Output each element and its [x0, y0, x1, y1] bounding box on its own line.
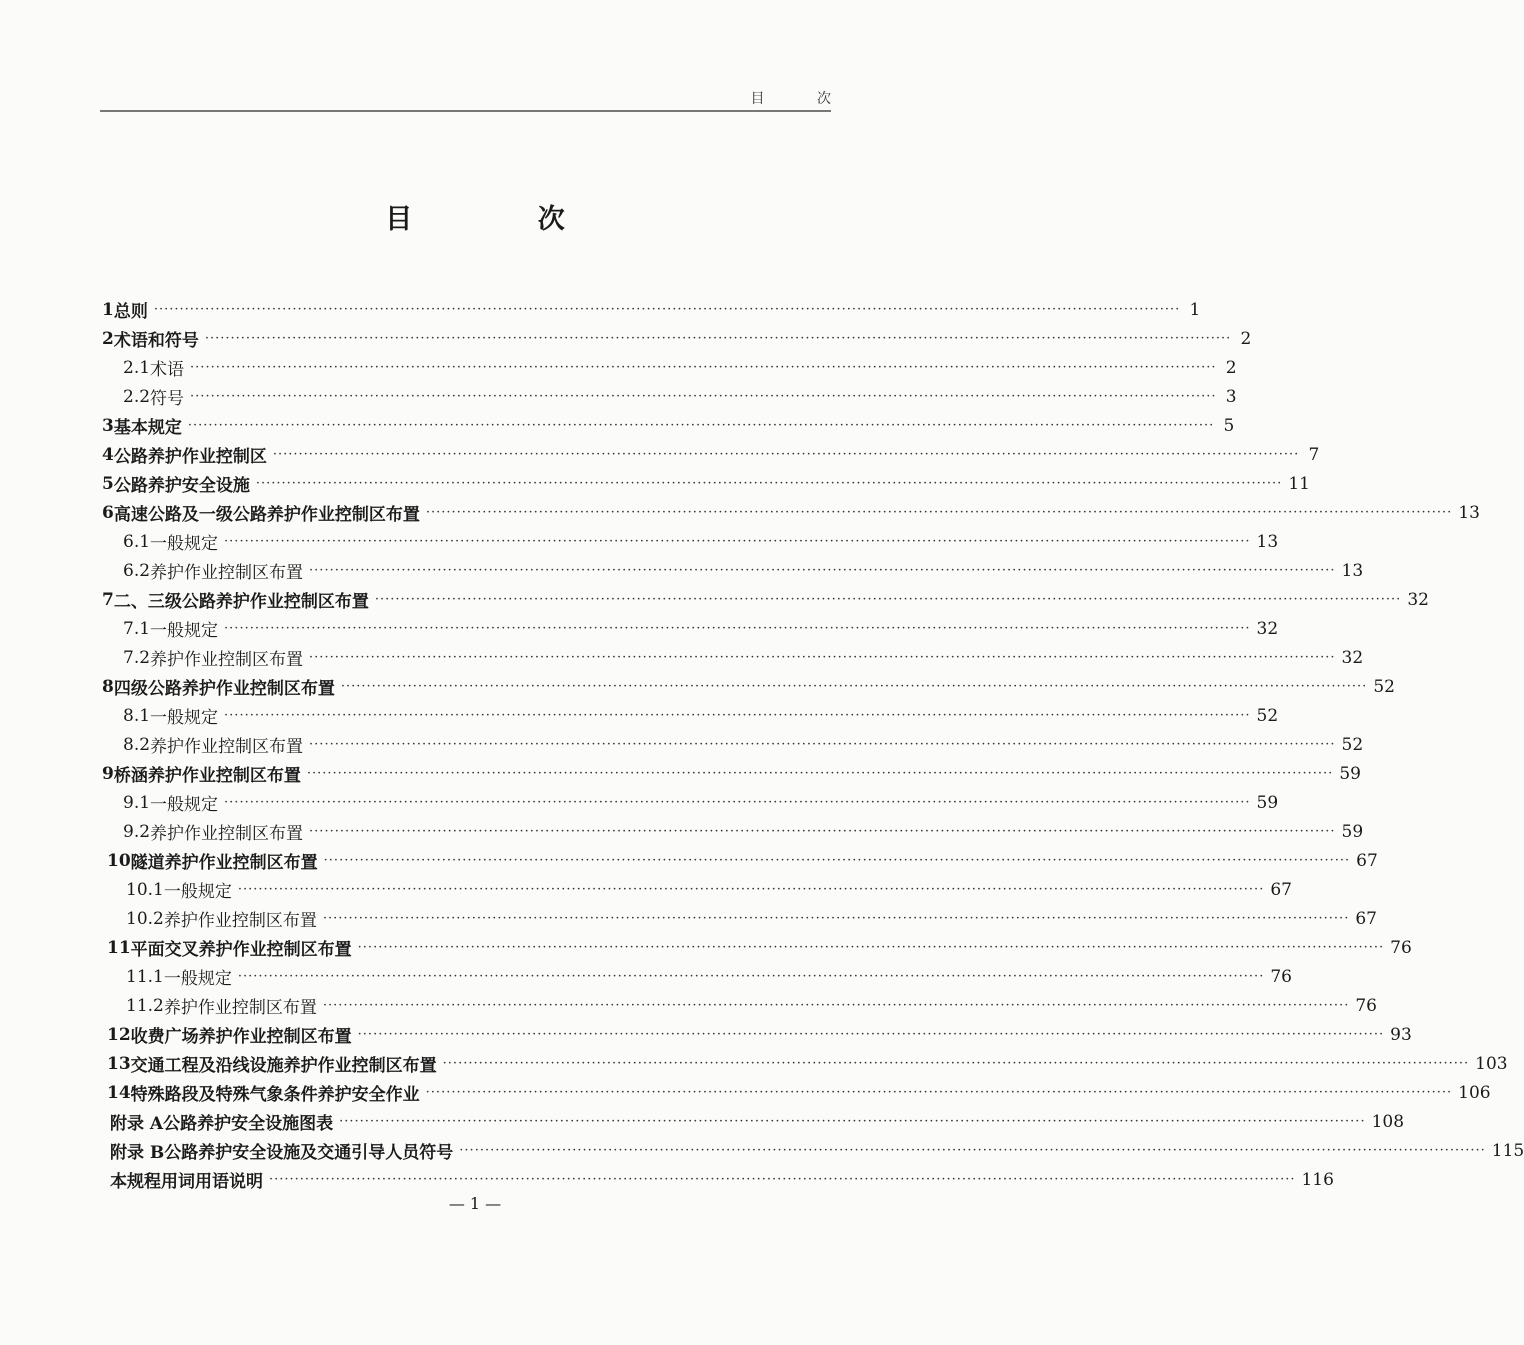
toc-leader-dots: ········································································································································································································ [322, 998, 1350, 1013]
toc-entry-title: 公路养护安全设施图表 [163, 1114, 334, 1134]
toc-entry-page: 76 [1270, 966, 1292, 987]
toc-entry-title: 交通工程及沿线设施养护作业控制区布置 [130, 1056, 437, 1076]
toc-chapter-entry[interactable] [110, 1107, 1405, 1136]
toc-entry-title: 一般规定 [163, 882, 232, 902]
toc-entry-number: 11 [107, 937, 131, 958]
toc-section-entry[interactable] [126, 875, 1292, 904]
toc-entry-title: 四级公路养护作业控制区布置 [113, 679, 335, 699]
toc-entry-title: 一般规定 [163, 969, 232, 989]
toc-chapter-entry[interactable] [102, 469, 1310, 498]
toc-entry-number: 14 [107, 1082, 131, 1103]
toc-chapter-entry[interactable] [107, 1078, 1491, 1107]
toc-entry-number: 11.2 [126, 995, 164, 1016]
toc-section-entry[interactable] [123, 527, 1279, 556]
toc-section-entry[interactable] [123, 701, 1279, 730]
toc-entry-page: 59 [1339, 763, 1361, 784]
toc-entry-title: 桥涵养护作业控制区布置 [113, 766, 301, 786]
toc-entry-number: 8.1 [123, 705, 151, 726]
toc-entry-number: 9.2 [123, 821, 151, 842]
toc-entry-page: 5 [1223, 415, 1235, 436]
toc-entry-page: 32 [1407, 589, 1429, 610]
toc-entry-title: 养护作业控制区布置 [150, 563, 304, 583]
toc-section-entry[interactable] [123, 353, 1237, 382]
toc-entry-number: 6.1 [123, 531, 151, 552]
toc-entry-number: 9.1 [123, 792, 151, 813]
toc-section-entry[interactable] [123, 730, 1364, 759]
toc-entry-number: 附录 A [110, 1114, 164, 1134]
toc-entry-number: 8 [102, 676, 114, 697]
toc-leader-dots: ········································································································································································································ [153, 302, 1181, 317]
toc-leader-dots: ········································································································································································································ [237, 969, 1265, 984]
toc-entry-page: 67 [1355, 908, 1377, 929]
toc-leader-dots: ········································································································································································································ [459, 1143, 1486, 1158]
toc-entry-number: 2 [102, 328, 114, 349]
toc-entry-title: 总则 [113, 302, 148, 322]
toc-section-entry[interactable] [123, 556, 1364, 585]
toc-entry-page: 52 [1373, 676, 1395, 697]
toc-entry-number: 2.1 [123, 357, 151, 378]
toc-entry-title: 术语 [150, 360, 185, 380]
toc-section-entry[interactable] [123, 614, 1279, 643]
toc-chapter-entry[interactable] [110, 1136, 1524, 1165]
toc-leader-dots: ········································································································································································································ [224, 708, 1251, 723]
toc-entry-page: 13 [1256, 531, 1279, 552]
toc-entry-title: 平面交叉养护作业控制区布置 [130, 940, 352, 960]
toc-entry-number: 4 [102, 444, 114, 465]
toc-entry-page: 59 [1256, 792, 1279, 813]
toc-entry-page: 116 [1301, 1169, 1334, 1190]
toc-entry-title: 高速公路及一级公路养护作业控制区布置 [113, 505, 420, 525]
toc-leader-dots: ········································································································································································································ [374, 592, 1402, 607]
toc-leader-dots: ········································································································································································································ [309, 650, 1336, 665]
toc-entry-title: 术语和符号 [113, 331, 199, 351]
toc-leader-dots: ········································································································································································································ [224, 621, 1251, 636]
toc-section-entry[interactable] [126, 904, 1377, 933]
toc-entry-page: 32 [1341, 647, 1364, 668]
toc-leader-dots: ········································································································································································································ [309, 824, 1336, 839]
toc-leader-dots: ········································································································································································································ [204, 331, 1232, 346]
toc-section-entry[interactable] [126, 962, 1292, 991]
toc-leader-dots: ········································································································································································································ [339, 1114, 1366, 1129]
toc-entry-title: 一般规定 [150, 621, 219, 641]
toc-entry-title: 收费广场养护作业控制区布置 [130, 1027, 352, 1047]
toc-entry-number: 5 [102, 473, 114, 494]
toc-entry-number: 10.2 [126, 908, 164, 929]
toc-entry-page: 93 [1390, 1024, 1412, 1045]
toc-leader-dots: ········································································································································································································ [323, 853, 1351, 868]
toc-entry-page: 2 [1240, 328, 1252, 349]
toc-entry-page: 76 [1355, 995, 1377, 1016]
toc-chapter-entry[interactable] [102, 585, 1429, 614]
toc-entry-title: 特殊路段及特殊气象条件养护安全作业 [130, 1085, 420, 1105]
toc-entry-title: 养护作业控制区布置 [163, 911, 317, 931]
toc-section-entry[interactable] [123, 817, 1364, 846]
toc-leader-dots: ········································································································································································································ [425, 1085, 1453, 1100]
toc-entry-title: 公路养护安全设施 [113, 476, 250, 496]
toc-entry-page: 103 [1475, 1053, 1508, 1074]
toc-entry-number: 2.2 [123, 386, 151, 407]
toc-entry-page: 52 [1341, 734, 1364, 755]
toc-chapter-entry[interactable] [107, 933, 1412, 962]
toc-entry-number: 8.2 [123, 734, 151, 755]
toc-section-entry[interactable] [123, 382, 1237, 411]
toc-entry-title: 二、三级公路养护作业控制区布置 [113, 592, 369, 612]
toc-entry-page: 7 [1308, 444, 1320, 465]
toc-leader-dots: ········································································································································································································ [224, 534, 1251, 549]
toc-entry-title: 一般规定 [150, 795, 219, 815]
toc-entry-page: 11 [1288, 473, 1310, 494]
toc-chapter-entry[interactable] [102, 440, 1320, 469]
running-header-title: 目 次 [750, 91, 855, 107]
toc-entry-page: 52 [1256, 705, 1279, 726]
toc-entry-page: 67 [1356, 850, 1378, 871]
toc-entry-page: 1 [1189, 299, 1201, 320]
toc-chapter-entry[interactable] [110, 1165, 1334, 1194]
toc-entry-page: 2 [1225, 357, 1237, 378]
toc-chapter-entry[interactable] [107, 1020, 1412, 1049]
toc-entry-page: 76 [1390, 937, 1412, 958]
toc-leader-dots: ········································································································································································································ [340, 679, 1368, 694]
toc-entry-page: 108 [1371, 1111, 1405, 1132]
toc-entry-number: 6 [102, 502, 114, 523]
toc-entry-number: 13 [107, 1053, 131, 1074]
toc-chapter-entry[interactable] [107, 846, 1378, 875]
toc-entry-title: 符号 [150, 389, 185, 409]
toc-entry-title: 本规程用词用语说明 [110, 1172, 263, 1192]
toc-entry-number: 7 [102, 589, 114, 610]
toc-leader-dots: ········································································································································································································ [269, 1172, 1296, 1187]
toc-leader-dots: ········································································································································································································ [190, 360, 1217, 375]
toc-entry-title: 一般规定 [150, 534, 219, 554]
toc-chapter-entry[interactable] [102, 324, 1252, 353]
toc-entry-number: 附录 B [110, 1143, 165, 1163]
toc-leader-dots: ········································································································································································································ [237, 882, 1265, 897]
toc-entry-number: 1 [102, 299, 114, 320]
toc-section-entry[interactable] [123, 788, 1279, 817]
toc-leader-dots: ········································································································································································································ [425, 505, 1453, 520]
toc-chapter-entry[interactable] [107, 1049, 1508, 1078]
toc-chapter-entry[interactable] [102, 672, 1395, 701]
toc-entry-number: 3 [102, 415, 114, 436]
toc-entry-number: 12 [107, 1024, 131, 1045]
toc-entry-page: 3 [1225, 386, 1237, 407]
page-title: 目 次 [385, 204, 623, 235]
toc-leader-dots: ········································································································································································································ [442, 1056, 1470, 1071]
toc-entry-title: 养护作业控制区布置 [163, 998, 317, 1018]
toc-entry-number: 10 [107, 850, 131, 871]
toc-entry-page: 32 [1256, 618, 1279, 639]
toc-entry-page: 13 [1341, 560, 1364, 581]
toc-leader-dots: ········································································································································································································ [357, 1027, 1385, 1042]
toc-leader-dots: ········································································································································································································ [322, 911, 1350, 926]
toc-entry-number: 7.2 [123, 647, 151, 668]
toc-entry-page: 59 [1341, 821, 1364, 842]
toc-leader-dots: ········································································································································································································ [357, 940, 1385, 955]
page-number: — 1 — [448, 1194, 502, 1213]
toc-chapter-entry[interactable] [102, 411, 1235, 440]
toc-entry-title: 公路养护安全设施及交通引导人员符号 [164, 1143, 454, 1163]
toc-entry-title: 养护作业控制区布置 [150, 650, 304, 670]
toc-entry-title: 基本规定 [113, 418, 182, 438]
toc-entry-number: 10.1 [126, 879, 164, 900]
toc-entry-title: 隧道养护作业控制区布置 [130, 853, 318, 873]
toc-chapter-entry[interactable] [102, 295, 1201, 324]
toc-section-entry[interactable] [123, 643, 1364, 672]
toc-entry-number: 7.1 [123, 618, 151, 639]
toc-entry-title: 一般规定 [150, 708, 219, 728]
toc-section-entry[interactable] [126, 991, 1377, 1020]
toc-entry-title: 养护作业控制区布置 [150, 737, 304, 757]
toc-entry-number: 11.1 [126, 966, 164, 987]
toc-entry-page: 67 [1270, 879, 1292, 900]
toc-leader-dots: ········································································································································································································ [190, 389, 1217, 404]
toc-leader-dots: ········································································································································································································ [255, 476, 1283, 491]
toc-entry-page: 106 [1458, 1082, 1491, 1103]
toc-leader-dots: ········································································································································································································ [187, 418, 1215, 433]
toc-leader-dots: ········································································································································································································ [309, 737, 1336, 752]
toc-entry-number: 6.2 [123, 560, 151, 581]
running-header [100, 84, 855, 112]
toc-leader-dots: ········································································································································································································ [309, 563, 1336, 578]
toc-chapter-entry[interactable] [102, 759, 1361, 788]
toc-entry-page: 115 [1491, 1140, 1524, 1161]
toc-leader-dots: ········································································································································································································ [224, 795, 1251, 810]
toc-entry-title: 养护作业控制区布置 [150, 824, 304, 844]
toc-entry-page: 13 [1458, 502, 1480, 523]
toc-entry-title: 公路养护作业控制区 [113, 447, 267, 467]
toc-leader-dots: ········································································································································································································ [272, 447, 1300, 462]
toc-entry-number: 9 [102, 763, 114, 784]
toc-leader-dots: ········································································································································································································ [306, 766, 1334, 781]
toc-chapter-entry[interactable] [102, 498, 1480, 527]
